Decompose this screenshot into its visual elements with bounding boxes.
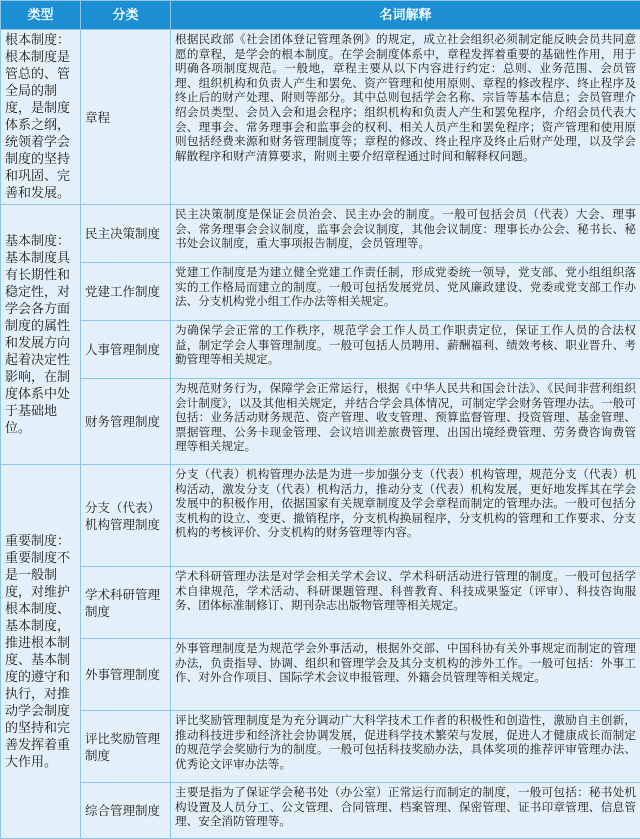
table-row: [1, 711, 640, 783]
category-cell-general: 综合管理制度: [81, 783, 171, 839]
definition-cell-personnel: 为确保学会正常的工作秩序，规范学会工作人员工作职责定位，保证工作人员的合法权益，制定学会人事管理制度。一般可包括人员聘用、薪酬福利、绩效考核、职业晋升、考勤管理等相关规定。: [171, 321, 640, 379]
category-cell-democratic: 民主决策制度: [81, 205, 171, 263]
table-row: [1, 321, 640, 379]
table-row: [1, 263, 640, 321]
definition-cell-democratic: 民主决策制度是保证会员治会、民主办会的制度。一般可包括会员（代表）大会、理事会、常务理事会会议制度，监事会会议制度，其他会议制度：理事长办公会、秘书长、秘书处会议制度，重大事项报告制度，会员管理等。: [171, 205, 640, 263]
table-row: [1, 783, 640, 839]
header-type: 类型: [1, 1, 81, 30]
definition-cell-branch: 分支（代表）机构管理办法是为进一步加强分支（代表）机构管理，规范分支（代表）机构活动，激发分支（代表）机构活力，推动分支（代表）机构发展，更好地发挥其在学会发展中的积极作用，依据国家有关规章制度及学会章程而制定的管理办法。一般可包括分支机构的设立、变更、撤销程序，分支机构换届程序，分支机构的管理和工作要求、分支机构的考核评价、分支机构的财务管理等内容。: [171, 465, 640, 567]
definition-cell-awards: 评比奖励管理制度是为充分调动广大科学技术工作者的积极性和创造性，激励自主创新，推动科技进步和经济社会协调发展，促进科学技术繁荣与发展，促进人才健康成长而制定的规范学会奖励行为的制度。一般可包括科技奖励办法，具体奖项的推荐评审管理办法、优秀论文评审办法等。: [171, 711, 640, 783]
table-row: [1, 567, 640, 639]
table-row: [1, 465, 640, 567]
header-definition: 名词解释: [171, 1, 640, 30]
category-cell-branch: 分支（代表）机构管理制度: [81, 465, 171, 567]
type-cell-fundamental: 根本制度：根本制度是管总的、管全局的制度，是制度体系之纲，统领着学会制度的坚持和巩固、完善和发展。: [1, 30, 81, 205]
category-cell-awards: 评比奖励管理制度: [81, 711, 171, 783]
header-category: 分类: [81, 1, 171, 30]
table-header-row: [1, 1, 640, 30]
definition-cell-foreign: 外事管理制度是为规范学会外事活动，根据外交部、中国科协有关外事规定而制定的管理办法，负责指导、协调、组织和管理学会及其分支机构的涉外工作。一般可包括：外事工作、对外合作项目、国际学术会议申报管理、外籍会员管理等相关规定。: [171, 639, 640, 711]
table-row: [1, 205, 640, 263]
type-cell-basic: 基本制度：基本制度具有长期性和稳定性，对学会各方面制度的属性和发展方向起着决定性影响，在制度体系中处于基础地位。: [1, 205, 81, 465]
table-row: [1, 379, 640, 465]
category-cell-party: 党建工作制度: [81, 263, 171, 321]
definition-cell-finance: 为规范财务行为，保障学会正常运行，根据《中华人民共和国会计法》、《民间非营利组织会计制度》，以及其他相关规定，并结合学会具体情况，可制定学会财务管理办法。一般可包括：业务活动财务规范、资产管理、收支管理、预算监督管理、投资管理、基金管理、票据管理、公务卡现金管理、会议培训差旅费管理、出国出境经费管理、劳务费咨询费管理等相关规定。: [171, 379, 640, 465]
category-cell-personnel: 人事管理制度: [81, 321, 171, 379]
category-cell-finance: 财务管理制度: [81, 379, 171, 465]
definition-cell-general: 主要是指为了保证学会秘书处（办公室）正常运行而制定的制度，一般可包括：秘书处机构设置及人员分工、公文管理、合同管理、档案管理、保密管理、证书印章管理、信息管理、安全消防管理等。: [171, 783, 640, 839]
definition-cell-party: 党建工作制度是为建立健全党建工作责任制，形成党委统一领导，党支部、党小组组织落实的工作格局而建立的制度。一般可包括发展党员、党风廉政建设、党委或党支部工作办法、分支机构党小组工作办法等相关规定。: [171, 263, 640, 321]
definition-cell-charter: 根据民政部《社会团体登记管理条例》的规定，成立社会组织必须制定能反映会员共同意愿的章程，是学会的根本制度。在学会制度体系中，章程发挥着重要的基础性作用，用于明确各项制度规范。一般地，章程主要从以下内容进行约定：总则、业务范围、会员管理、组织机构和负责人产生和罢免、资产管理和使用原则、章程的修改程序、终止程序及终止后的财产处理、附则等部分。其中总则包括学会名称、宗旨等基本信息；会员管理介绍会员类型、会员入会和退会程序；组织机构和负责人产生和罢免程序，介绍会员代表大会、理事会、常务理事会和监事会的权利、相关人员产生和罢免程序；资产管理和使用原则包括经费来源和财务管理制度等；章程的修改、终止程序及终止后财产处理，以及学会解散程序和财产清算要求，附则主要介绍章程通过时间和解释权问题。: [171, 30, 640, 205]
category-cell-charter: 章程: [81, 30, 171, 205]
table-row: [1, 30, 640, 205]
definition-cell-academic: 学术科研管理办法是对学会相关学术会议、学术科研活动进行管理的制度。一般可包括学术自律规范，学术活动、科研课题管理、科普教育、科技成果鉴定（评审）、科技咨询服务、团体标准制修订、期刊杂志出版物管理等相关规定。: [171, 567, 640, 639]
type-cell-important: 重要制度：重要制度不是一般制度，对维护根本制度、基本制度，推进根本制度、基本制度的遵守和执行，对推动学会制度的坚持和完善发挥着重大作用。: [1, 465, 81, 839]
table-row: [1, 639, 640, 711]
category-cell-foreign: 外事管理制度: [81, 639, 171, 711]
category-cell-academic: 学术科研管理制度: [81, 567, 171, 639]
